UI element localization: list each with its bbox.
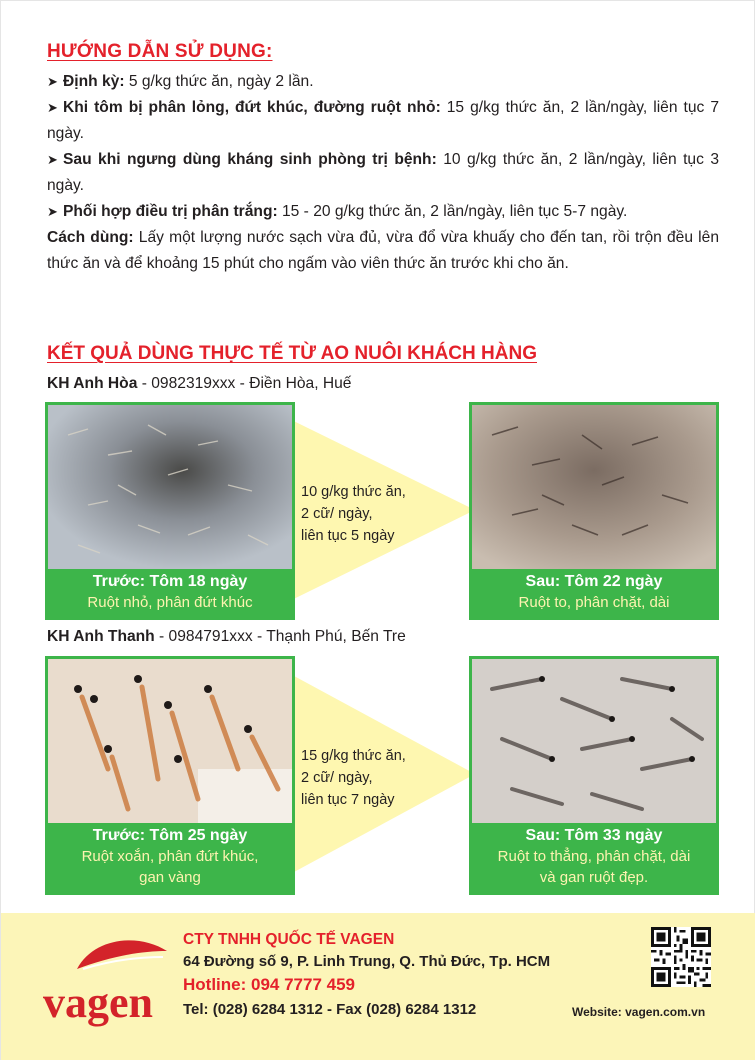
before-description: Ruột nhỏ, phân đứt khúc	[87, 594, 253, 611]
usage-item	[47, 199, 719, 225]
after-description: Ruột to thẳng, phân chặt, dài	[497, 848, 691, 865]
dosage-line: 2 cữ/ ngày,	[301, 770, 373, 786]
logo-wordmark: vagen	[43, 978, 153, 1027]
before-description: Ruột xoắn, phân đứt khúc,	[81, 848, 259, 865]
arrowhead-icon: ➤	[47, 74, 58, 89]
company-name: CTY TNHH QUỐC TẾ VAGEN	[183, 931, 395, 948]
company-website[interactable]: Website: vagen.com.vn	[572, 1005, 706, 1019]
usage-item	[47, 147, 719, 199]
customer-info: - 0984791xxx - Thạnh Phú, Bến Tre	[154, 628, 406, 645]
before-title: Trước: Tôm 18 ngày	[92, 573, 248, 590]
usage-item-label: Định kỳ:	[63, 73, 125, 90]
usage-item-label: Sau khi ngưng dùng kháng sinh phòng trị bệnh:	[63, 151, 437, 168]
usage-title: HƯỚNG DẪN SỬ DỤNG:	[47, 41, 273, 62]
after-description: Ruột to, phân chặt, dài	[518, 594, 670, 611]
usage-item-text: 5 g/kg thức ăn, ngày 2 lần.	[124, 73, 314, 90]
after-description: và gan ruột đẹp.	[539, 869, 649, 886]
usage-item-label: Phối hợp điều trị phân trắng:	[63, 203, 278, 220]
shrimp-photo-after	[472, 405, 716, 569]
vagen-logo	[39, 931, 175, 1041]
after-title: Sau: Tôm 33 ngày	[525, 827, 663, 844]
usage-item-label: Khi tôm bị phân lỏng, đứt khúc, đường ruột nhỏ:	[63, 99, 441, 116]
usage-item	[47, 95, 719, 147]
dosage-line: 2 cữ/ ngày,	[301, 506, 373, 522]
customer-name: KH Anh Thanh	[47, 628, 155, 645]
dosage-text	[301, 481, 406, 547]
usage-item-text: 15 g/kg thức ăn, 2 lần/ngày, liên tục 7 ngày.	[47, 99, 719, 142]
arrowhead-icon: ➤	[47, 152, 58, 167]
after-title: Sau: Tôm 22 ngày	[525, 573, 663, 590]
leaf-logo-icon	[39, 931, 175, 1041]
dosage-line: 10 g/kg thức ăn,	[301, 484, 406, 500]
company-footer	[1, 913, 755, 1060]
before-title: Trước: Tôm 25 ngày	[92, 827, 248, 844]
dosage-line: liên tục 7 ngày	[301, 792, 395, 808]
arrowhead-icon: ➤	[47, 204, 58, 219]
usage-item-text: 15 - 20 g/kg thức ăn, 2 lần/ngày, liên tục 5-7 ngày.	[277, 203, 628, 220]
after-photo-card	[469, 656, 719, 895]
usage-item-text: 10 g/kg thức ăn, 2 lần/ngày, liên tục 3 ngày.	[47, 151, 720, 194]
qr-code-icon[interactable]	[651, 927, 711, 987]
after-photo-card	[469, 402, 719, 620]
customer-line	[47, 628, 406, 646]
before-caption	[48, 823, 292, 892]
company-tel-fax: Tel: (028) 6284 1312 - Fax (028) 6284 1312	[183, 1001, 477, 1018]
after-caption	[472, 823, 716, 892]
usage-body	[47, 69, 719, 277]
before-photo-card	[45, 656, 295, 895]
after-caption	[472, 569, 716, 617]
usage-section	[47, 41, 719, 277]
shrimp-photo-after	[472, 659, 716, 823]
before-photo-card	[45, 402, 295, 620]
usage-method-text: Lấy một lượng nước sạch vừa đủ, vừa đổ vừa khuấy cho đến tan, rồi trộn đều lên thức ăn và để khoảng 15 phút cho ngấm vào viên thức ăn trước khi cho ăn.	[47, 229, 719, 272]
shrimp-photo-before	[48, 659, 292, 823]
dosage-line: 15 g/kg thức ăn,	[301, 748, 406, 764]
dosage-line: liên tục 5 ngày	[301, 528, 395, 544]
before-description: gan vàng	[139, 869, 201, 886]
usage-method	[47, 225, 719, 277]
company-address: 64 Đường số 9, P. Linh Trung, Q. Thủ Đức, Tp. HCM	[183, 953, 551, 970]
company-hotline[interactable]: Hotline: 094 7777 459	[183, 975, 355, 994]
shrimp-photo-before	[48, 405, 292, 569]
arrowhead-icon: ➤	[47, 100, 58, 115]
customer-info: - 0982319xxx - Điền Hòa, Huế	[137, 375, 352, 392]
before-caption	[48, 569, 292, 617]
results-title: KẾT QUẢ DÙNG THỰC TẾ TỪ AO NUÔI KHÁCH HÀNG	[47, 343, 537, 364]
usage-method-label: Cách dùng:	[47, 229, 134, 246]
usage-item	[47, 69, 719, 95]
customer-name: KH Anh Hòa	[47, 375, 138, 392]
customer-line	[47, 375, 352, 393]
dosage-text	[301, 745, 406, 811]
